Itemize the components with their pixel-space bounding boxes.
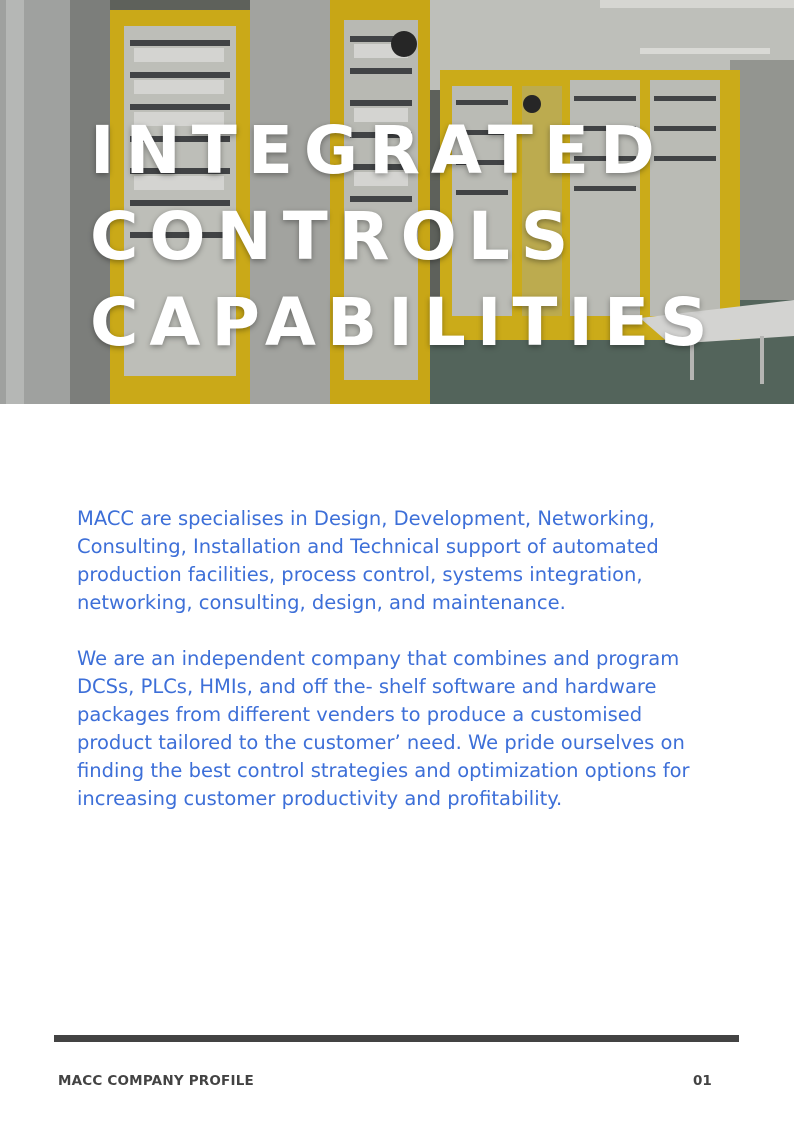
footer-company-label: MACC COMPANY PROFILE (58, 1073, 254, 1089)
footer-divider (54, 1035, 739, 1042)
company-paragraph: We are an independent company that combines and program DCSs, PLCs, HMIs, and off the- shelf software and hardware packages from different venders to produce a customised product tailored to the customer’ need. We pride ourselves on finding the best control strategies and optimization options for increasing customer productivity and profitability. (77, 647, 690, 810)
page-number: 01 (693, 1073, 712, 1089)
hero-banner (0, 0, 794, 404)
body-content (77, 505, 717, 841)
hero-title (90, 108, 719, 366)
intro-paragraph: MACC are specialises in Design, Development, Networking, Consulting, Installation and Technical support of automated production facilities, process control, systems integration, networking, consulting, design, and maintenance. (77, 507, 659, 614)
hero-title-line-1: INTEGRATED (90, 112, 666, 189)
hero-title-line-2: CONTROLS (90, 198, 580, 275)
hero-title-line-3: CAPABILITIES (90, 284, 719, 361)
